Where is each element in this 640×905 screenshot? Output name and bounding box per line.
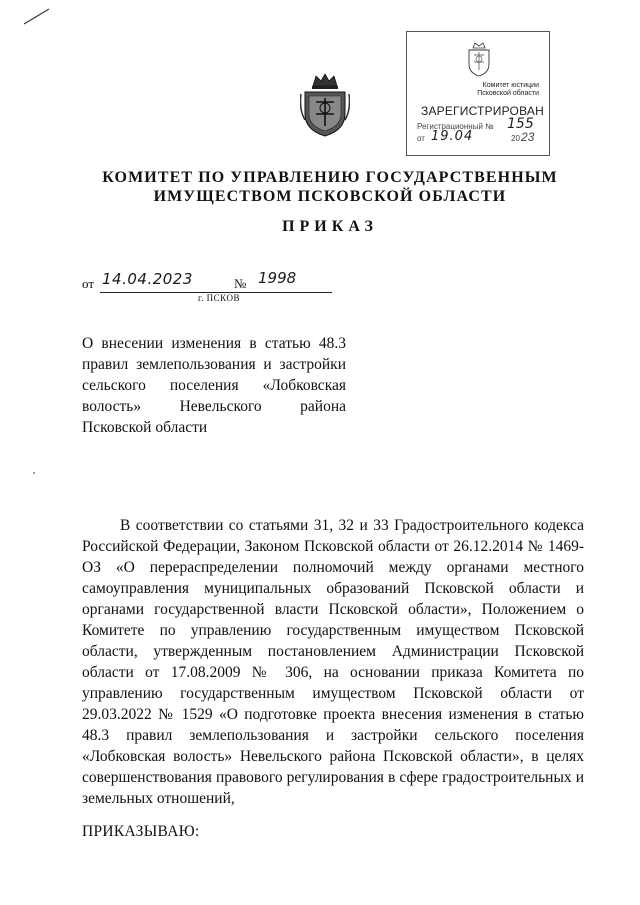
organization-name: КОМИТЕТ ПО УПРАВЛЕНИЮ ГОСУДАРСТВЕННЫМ ИМУЩЕСТВОМ ПСКОВСКОЙ ОБЛАСТИ [102, 169, 558, 205]
pen-mark-icon [22, 6, 52, 26]
stamp-date: 19.04 [431, 129, 474, 144]
stamp-year-hand: 23 [521, 130, 535, 144]
stamp-number-label: Регистрационный № [417, 122, 494, 131]
order-subject: О внесении изменения в статью 48.3 правил землепользования и застройки сельского поселения «Лобковская волость» Невельского района Псковской области [82, 335, 346, 436]
stamp-registered: ЗАРЕГИСТРИРОВАН [421, 104, 544, 118]
order-preamble: В соответствии со статьями 31, 32 и 33 Градостроительного кодекса Российской Федерации, Законом Псковской области от 26.12.2014 № 1469-ОЗ «О перераспределении полномочий между органами местного самоуправления муниципальных образований Псковской области и органами государственной власти Псковской области», Положением о Комитете по управлению государственным имуществом Псковской области, утвержденным постановлением Администрации Псковской области от 17.08.2009 № 306, на основании приказа Комитета по управлению государственным имуществом Псковской области от 29.03.2022 № 1529 «О подготовке проекта внесения изменения в статью 48.3 правил землепользования и застройки сельского поселения «Лобковская волость» Невельского района Псковской области», в целях совершенствования правового регулирования в сфере градостроительных и земельных отношений, [82, 517, 584, 807]
stamp-emblem-icon [465, 40, 493, 78]
stamp-number: 155 [507, 116, 534, 132]
number-label: № [234, 276, 247, 291]
order-number: 1998 [258, 269, 297, 287]
order-date: 14.04.2023 [102, 270, 193, 288]
city: г. ПСКОВ [198, 293, 240, 303]
document-type: ПРИКАЗ [282, 218, 378, 235]
order-directive: ПРИКАЗЫВАЮ: [82, 823, 200, 840]
stamp-org-line1: Комитет юстиции [482, 82, 539, 89]
stamp-date-row [417, 129, 547, 144]
number-underline [252, 292, 332, 293]
date-label: от [82, 276, 95, 291]
date-number-row [82, 270, 342, 310]
registration-stamp [406, 31, 550, 156]
scan-speck [33, 472, 35, 474]
stamp-date-prefix: от [417, 134, 425, 143]
stamp-org-line2: Псковской области [477, 90, 539, 97]
stamp-year-prefix: 20 [511, 134, 520, 143]
coat-of-arms-icon [300, 70, 350, 138]
